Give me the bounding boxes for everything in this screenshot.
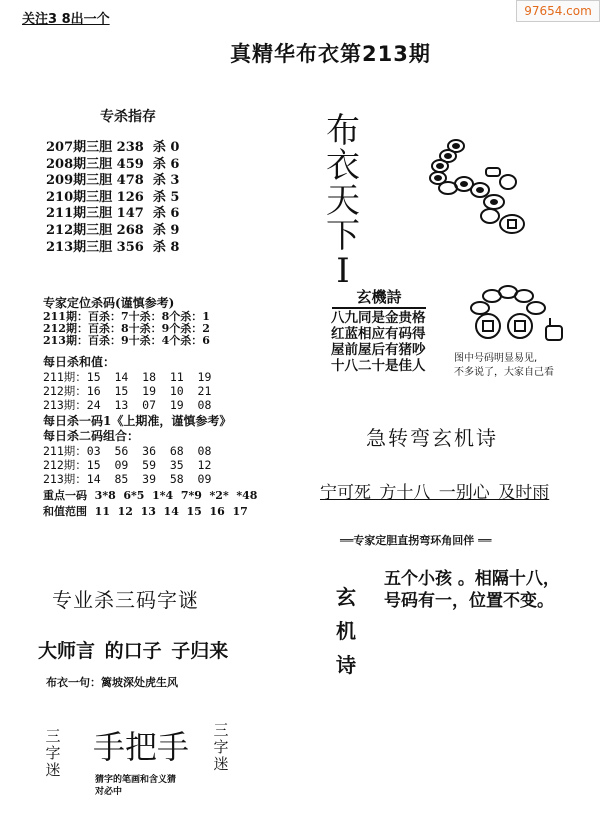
poem-line: 屋前屋后有猪吵 (331, 342, 426, 358)
vertical-char: 三 (213, 721, 229, 739)
poem-line: 红蓝相应有码得 (331, 326, 426, 342)
poem2 (384, 568, 560, 612)
key-group: 重点一码 3*8 6*5 1*4 7*9 *2* *48 (43, 489, 258, 502)
vertical-char: 三 (45, 727, 61, 745)
list-item: 212期三胆 268 杀 9 (46, 222, 180, 238)
vertical-char: 迷 (213, 755, 229, 773)
vertical-char: I (336, 251, 350, 291)
kill-list (46, 140, 179, 256)
vertical-poem-label (332, 580, 360, 682)
expert-bar: ══专家定胆直拐弯环角回伴 ══ (340, 534, 492, 547)
poem-line: 八九同是金贵格 (331, 310, 426, 326)
section-heading: 专杀指存 (100, 109, 156, 125)
expert-block (43, 296, 257, 518)
small-note (95, 774, 176, 798)
watermark: 97654.com (516, 0, 600, 22)
caption-line: 图中号码明显易见, (454, 353, 538, 364)
vertical-char: 机 (336, 619, 356, 643)
poem-line: 十八二十是佳人 (331, 358, 426, 374)
caption-line: 不多说了，大家自己看 (454, 367, 554, 378)
sum-row: 213期：24 13 07 19 08 (43, 398, 212, 412)
kill-two-row: 213期：14 85 39 58 09 (43, 472, 212, 486)
list-item: 207期三胆 238 杀 0 (46, 140, 180, 155)
kill-one-heading: 每日杀一码1《上期准，谨慎参考》 (43, 414, 232, 428)
expert-row: 211期：百杀：7十杀：8个杀：1 (43, 310, 210, 323)
poem2-title: 急转弯玄机诗 (366, 426, 498, 450)
vertical-char: 天 (326, 181, 360, 221)
poem-line: 五个小孩 。相隔十八， (384, 569, 560, 589)
poem-title: 玄機詩 (332, 286, 426, 309)
proverb: 宁可死 方十八 一别心 及时雨 (320, 483, 550, 503)
vertical-char: 迷 (45, 761, 61, 779)
sum-heading: 每日杀和值： (43, 355, 116, 369)
kill-two-row: 211期：03 56 36 68 08 (43, 444, 212, 458)
master-saying: 大师言 的口子 子归来 (38, 640, 229, 662)
vertical-char: 字 (45, 744, 61, 762)
kill-two-heading: 每日杀二码组合： (43, 429, 140, 443)
vertical-char: 下 (326, 216, 360, 256)
three-char-riddle-left (44, 728, 62, 779)
vertical-char: 诗 (336, 653, 356, 677)
note-line: 猜字的笔画和含义猜 (95, 775, 177, 785)
expert-row: 212期：百杀：8十杀：9个杀：2 (43, 322, 210, 335)
vertical-char: 玄 (336, 585, 356, 609)
vertical-char: 布 (326, 111, 360, 151)
kill-two-row: 212期：15 09 59 35 12 (43, 458, 212, 472)
page-title: 真精华布衣第213期 (230, 42, 431, 66)
vertical-char: 衣 (326, 146, 360, 186)
list-item: 213期三胆 356 杀 8 (46, 239, 180, 255)
note-line: 对必中 (95, 787, 123, 797)
buyi-sentence: 布衣一句：篱坡深处虎生风 (46, 676, 178, 689)
poem (331, 310, 426, 374)
poem-line: 号码有一，位置不变。 (384, 591, 554, 611)
image-caption (454, 352, 554, 380)
list-item: 211期三胆 147 杀 6 (46, 206, 180, 222)
sum-range: 和值范围 11 12 13 14 15 16 17 (43, 505, 248, 518)
list-item: 209期三胆 478 杀 3 (46, 173, 180, 189)
sum-row: 212期：16 15 19 10 21 (43, 384, 212, 398)
buyi-vertical (323, 111, 363, 291)
top-note: 关注3 8出一个 (22, 12, 110, 27)
sum-row: 211期：15 14 18 11 19 (43, 370, 212, 384)
expert-heading: 专家定位杀码(谨慎参考) (43, 296, 175, 310)
riddle-title: 专业杀三码字谜 (52, 588, 199, 612)
big-word: 手把手 (93, 728, 190, 766)
vertical-char: 字 (213, 738, 229, 756)
coins-illustration (428, 132, 558, 252)
expert-row: 213期：百杀：9十杀：4个杀：6 (43, 334, 210, 347)
coins-illustration-2 (460, 282, 570, 352)
list-item: 210期三胆 126 杀 5 (46, 189, 180, 205)
three-char-riddle-right (212, 722, 230, 773)
list-item: 208期三胆 459 杀 6 (46, 156, 180, 172)
